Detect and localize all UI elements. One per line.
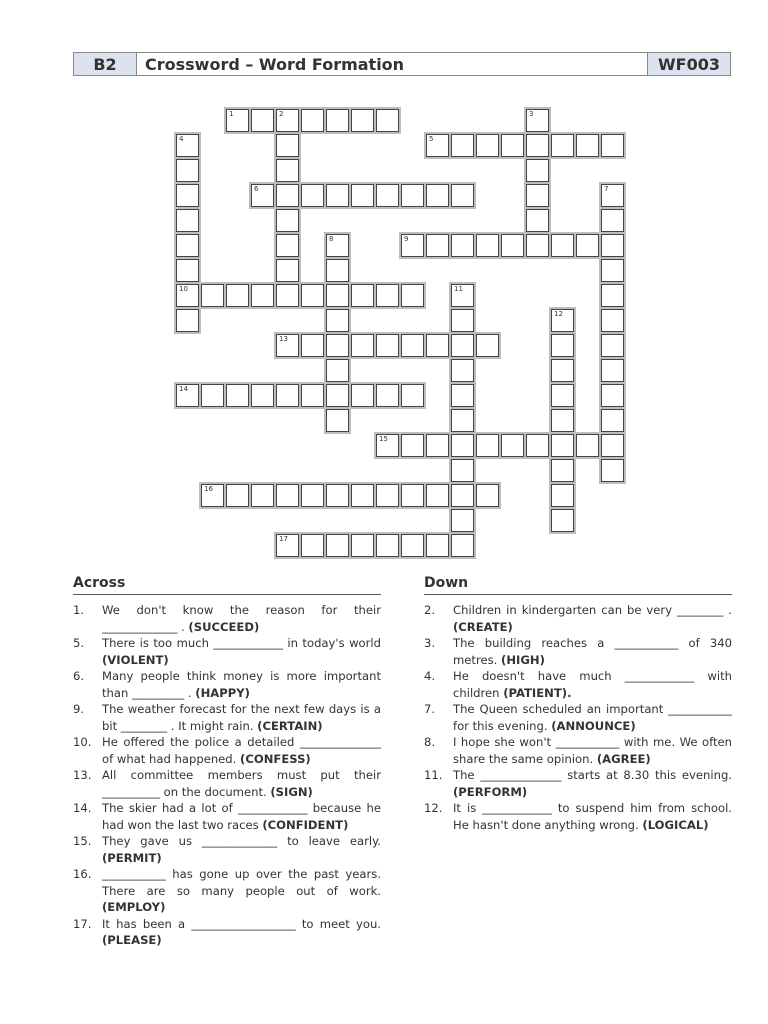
clue-sentence: It has been a __________________ to meet you. [102,916,381,931]
crossword-cell[interactable] [351,284,374,307]
clue-number: 12 [554,310,563,318]
clue-number: 2 [279,110,284,118]
clue-number: 6. [73,669,85,683]
crossword-cell[interactable] [376,184,399,207]
crossword-cell[interactable] [426,184,449,207]
crossword-cell[interactable] [176,384,199,407]
clue-number: 6 [254,185,259,193]
crossword-cell[interactable] [351,534,374,557]
crossword-cell[interactable] [601,309,624,332]
crossword-cell[interactable] [276,334,299,357]
crossword-cell[interactable] [451,134,474,157]
crossword-cell[interactable] [251,384,274,407]
down-section [424,575,732,833]
worksheet-title: Crossword – Word Formation [137,53,647,75]
clue-sentence: All committee members must put their __________ on the document. [102,768,381,799]
across-clue [73,866,381,916]
clue-sentence: The ______________ starts at 8.30 this evening. [453,768,732,782]
crossword-cell[interactable] [451,459,474,482]
clue-text [102,916,381,949]
crossword-cell[interactable] [551,359,574,382]
down-clue [424,635,732,668]
crossword-cell[interactable] [501,234,524,257]
clue-sentence: ___________ has gone up over the past years. There are so many people out of work. [102,867,381,898]
crossword-cell[interactable] [526,434,549,457]
crossword-cell[interactable] [451,234,474,257]
clue-sentence: The weather forecast for the next few days is a bit ________ . It might rain. [102,702,381,733]
crossword-cell[interactable] [551,134,574,157]
crossword-cell[interactable] [601,209,624,232]
clue-text [453,734,732,767]
crossword-cell[interactable] [351,184,374,207]
crossword-cell[interactable] [276,209,299,232]
crossword-cell[interactable] [476,484,499,507]
clue-number: 2. [424,603,436,617]
down-clue [424,800,732,833]
clue-number: 15 [379,435,388,443]
clue-keyword: (CONFIDENT) [262,817,349,832]
clue-keyword: (CONFESS) [240,751,311,766]
crossword-cell[interactable] [276,184,299,207]
across-clue [73,833,381,866]
crossword-cell[interactable] [176,159,199,182]
across-clue [73,668,381,701]
clue-text [102,767,381,800]
crossword-cell[interactable] [426,534,449,557]
clue-number: 10 [179,285,188,293]
crossword-cell[interactable] [451,509,474,532]
crossword-cell[interactable] [451,284,474,307]
crossword-cell[interactable] [251,484,274,507]
crossword-cell[interactable] [326,184,349,207]
clue-text [102,800,381,833]
crossword-cell[interactable] [451,434,474,457]
clue-keyword: (AGREE) [596,751,651,766]
crossword-cell[interactable] [326,234,349,257]
crossword-cell[interactable] [276,384,299,407]
crossword-cell[interactable] [576,134,599,157]
crossword-cell[interactable] [301,384,324,407]
crossword-cell[interactable] [376,384,399,407]
clue-keyword: (LOGICAL) [642,817,709,832]
crossword-cell[interactable] [526,234,549,257]
across-section [73,575,381,949]
crossword-cell[interactable] [601,384,624,407]
clue-number: 3. [424,636,436,650]
crossword-cell[interactable] [351,334,374,357]
clue-keyword: (SUCCEED) [188,619,260,634]
clue-sentence: It is ____________ to suspend him from school. He hasn't done anything wrong. [453,801,732,832]
crossword-cell[interactable] [401,334,424,357]
crossword-cell[interactable] [351,384,374,407]
clue-number: 5. [73,636,85,650]
crossword-cell[interactable] [451,334,474,357]
crossword-cell[interactable] [326,484,349,507]
clue-number: 9 [404,235,409,243]
crossword-cell[interactable] [376,109,399,132]
clue-text [102,602,381,635]
clue-number: 15. [73,834,92,848]
crossword-cell[interactable] [326,334,349,357]
across-clue [73,734,381,767]
crossword-cell[interactable] [251,109,274,132]
crossword-cell[interactable] [526,159,549,182]
down-clue [424,767,732,800]
crossword-cell[interactable] [226,484,249,507]
clue-keyword: (PERFORM) [453,784,528,799]
crossword-cell[interactable] [176,309,199,332]
clue-text [102,866,381,916]
crossword-cell[interactable] [176,234,199,257]
clue-keyword: (PERMIT) [102,850,162,865]
crossword-cell[interactable] [576,234,599,257]
crossword-cell[interactable] [176,209,199,232]
crossword-cell[interactable] [301,184,324,207]
crossword-cell[interactable] [401,234,424,257]
clue-number: 16 [204,485,213,493]
crossword-cell[interactable] [176,184,199,207]
crossword-cell[interactable] [376,484,399,507]
down-clue [424,602,732,635]
down-clue [424,701,732,734]
crossword-cell[interactable] [276,284,299,307]
clue-keyword: (ANNOUNCE) [551,718,636,733]
crossword-cell[interactable] [301,484,324,507]
clue-sentence: I hope she won't ___________ with me. We often share the same opinion. [453,735,732,766]
clue-number: 13 [279,335,288,343]
clue-number: 9. [73,702,85,716]
clue-text [102,833,381,866]
crossword-cell[interactable] [551,334,574,357]
clue-sentence: He offered the police a detailed ______________ of what had happened. [102,735,381,766]
crossword-cell[interactable] [401,184,424,207]
across-clue-list [73,602,381,949]
crossword-cell[interactable] [601,284,624,307]
crossword-cell[interactable] [376,534,399,557]
crossword-cell[interactable] [476,234,499,257]
clue-keyword: (EMPLOY) [102,900,166,914]
crossword-cell[interactable] [401,534,424,557]
clue-sentence: We don't know the reason for their _____________ . [102,603,381,634]
crossword-cell[interactable] [551,484,574,507]
crossword-cell[interactable] [176,284,199,307]
clue-number: 4. [424,669,436,683]
crossword-cell[interactable] [201,284,224,307]
clue-sentence: He doesn't have much ____________ with children [453,669,732,700]
clue-number: 8. [424,735,436,749]
crossword-cell[interactable] [201,384,224,407]
clue-sentence: There is too much ____________ in today's world [102,636,381,650]
crossword-cell[interactable] [276,134,299,157]
clue-text [453,668,732,701]
clue-sentence: Many people think money is more important than _________ . [102,669,381,700]
crossword-cell[interactable] [426,334,449,357]
clue-keyword: (CERTAIN) [257,718,323,733]
crossword-cell[interactable] [301,109,324,132]
clue-text [453,602,732,635]
crossword-cell[interactable] [601,434,624,457]
crossword-cell[interactable] [226,109,249,132]
crossword-cell[interactable] [351,484,374,507]
crossword-cell[interactable] [451,409,474,432]
crossword-cell[interactable] [251,284,274,307]
clue-keyword: (HAPPY) [195,685,250,700]
crossword-cell[interactable] [601,459,624,482]
clue-number: 7. [424,702,436,716]
crossword-cell[interactable] [401,434,424,457]
crossword-cell[interactable] [326,109,349,132]
crossword-cell[interactable] [451,384,474,407]
crossword-cell[interactable] [601,409,624,432]
clue-number: 7 [604,185,609,193]
clue-number: 17. [73,916,92,931]
crossword-cell[interactable] [401,484,424,507]
down-heading: Down [424,575,732,595]
crossword-cell[interactable] [276,109,299,132]
across-clue [73,635,381,668]
clue-number: 12. [424,801,443,815]
clue-number: 13. [73,768,92,782]
clue-number: 5 [429,135,434,143]
down-clue [424,734,732,767]
crossword-cell[interactable] [226,384,249,407]
crossword-cell[interactable] [551,234,574,257]
clue-number: 1 [229,110,234,118]
crossword-cell[interactable] [326,384,349,407]
clue-number: 4 [179,135,184,143]
crossword-cell[interactable] [526,134,549,157]
crossword-cell[interactable] [326,409,349,432]
crossword-cell[interactable] [551,409,574,432]
crossword-cell[interactable] [301,534,324,557]
crossword-cell[interactable] [451,534,474,557]
crossword-cell[interactable] [376,434,399,457]
crossword-cell[interactable] [601,184,624,207]
crossword-cell[interactable] [601,259,624,282]
crossword-cell[interactable] [551,309,574,332]
down-clue [424,668,732,701]
clue-number: 3 [529,110,534,118]
clue-sentence: Children in kindergarten can be very ________ . [453,603,732,617]
crossword-cell[interactable] [601,359,624,382]
clue-keyword: (PATIENT). [503,685,572,700]
clue-text [102,701,381,734]
crossword-cell[interactable] [276,484,299,507]
crossword-cell[interactable] [526,109,549,132]
clue-number: 14 [179,385,188,393]
clue-sentence: The skier had a lot of ____________ because he had won the last two races [102,801,381,832]
clue-sentence: They gave us _____________ to leave early. [102,834,381,848]
crossword-cell[interactable] [476,134,499,157]
crossword-cell[interactable] [451,184,474,207]
across-heading: Across [73,575,381,595]
crossword-cell[interactable] [426,234,449,257]
crossword-cell[interactable] [601,134,624,157]
crossword-cell[interactable] [326,359,349,382]
down-clue-list [424,602,732,833]
crossword-cell[interactable] [426,484,449,507]
crossword-cell[interactable] [276,234,299,257]
crossword-cell[interactable] [426,434,449,457]
crossword-cell[interactable] [176,259,199,282]
crossword-cell[interactable] [326,534,349,557]
crossword-cell[interactable] [326,259,349,282]
worksheet-code: WF003 [647,53,730,75]
clue-number: 14. [73,801,92,815]
crossword-cell[interactable] [301,284,324,307]
crossword-cell[interactable] [226,284,249,307]
crossword-cell[interactable] [276,159,299,182]
clue-text [453,701,732,734]
clue-sentence: The building reaches a ___________ of 340 metres. [453,636,732,667]
crossword-cell[interactable] [476,334,499,357]
clue-text [453,800,732,833]
crossword-cell[interactable] [551,434,574,457]
crossword-cell[interactable] [326,284,349,307]
clue-keyword: (PLEASE) [102,933,162,947]
crossword-cell[interactable] [476,434,499,457]
across-clue [73,800,381,833]
clue-text [102,635,381,668]
crossword-cell[interactable] [176,134,199,157]
level-label: B2 [74,53,137,75]
crossword-cell[interactable] [501,434,524,457]
crossword-cell[interactable] [276,534,299,557]
crossword-cell[interactable] [551,509,574,532]
crossword-cell[interactable] [501,134,524,157]
clue-text [453,635,732,668]
clue-sentence: The Queen scheduled an important ___________ for this evening. [453,702,732,733]
crossword-cell[interactable] [551,459,574,482]
across-clue [73,701,381,734]
crossword-cell[interactable] [401,384,424,407]
crossword-cell[interactable] [526,209,549,232]
crossword-cell[interactable] [376,284,399,307]
clue-number: 8 [329,235,334,243]
clue-number: 1. [73,603,85,617]
clue-text [102,668,381,701]
crossword-cell[interactable] [451,359,474,382]
across-clue [73,602,381,635]
crossword-cell[interactable] [426,134,449,157]
crossword-cell[interactable] [201,484,224,507]
crossword-cell[interactable] [251,184,274,207]
clue-number: 16. [73,867,92,881]
across-clue [73,916,381,949]
clue-keyword: (CREATE) [453,619,513,634]
crossword-cell[interactable] [576,434,599,457]
crossword-cell[interactable] [376,334,399,357]
clue-keyword: (HIGH) [501,652,545,667]
crossword-cell[interactable] [601,234,624,257]
crossword-cell[interactable] [326,309,349,332]
clue-number: 17 [279,535,288,543]
clue-number: 10. [73,735,92,749]
crossword-cell[interactable] [451,484,474,507]
clue-keyword: (VIOLENT) [102,652,169,667]
crossword-cell[interactable] [351,109,374,132]
across-clue [73,767,381,800]
crossword-cell[interactable] [276,259,299,282]
crossword-cell[interactable] [551,384,574,407]
crossword-cell[interactable] [401,284,424,307]
crossword-cell[interactable] [526,184,549,207]
clue-keyword: (SIGN) [270,784,313,799]
clue-text [453,767,732,800]
clue-number: 11. [424,768,443,782]
crossword-cell[interactable] [301,334,324,357]
crossword-cell[interactable] [451,309,474,332]
crossword-cell[interactable] [601,334,624,357]
clue-text [102,734,381,767]
clue-number: 11 [454,285,463,293]
